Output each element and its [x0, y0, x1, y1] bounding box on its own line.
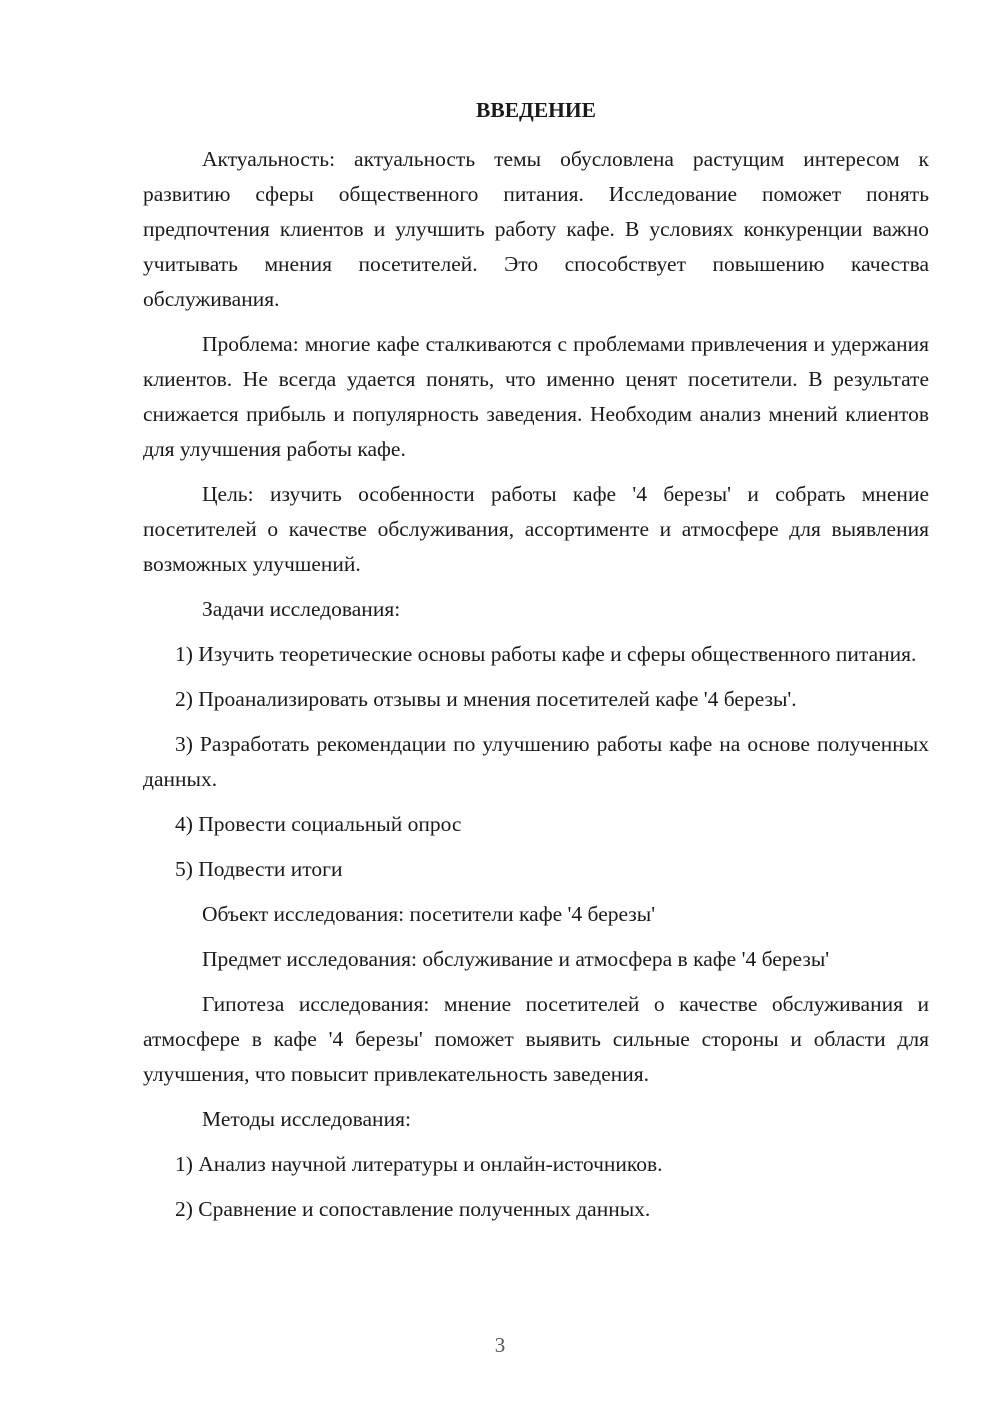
- section-title: ВВЕДЕНИЕ: [476, 98, 596, 122]
- task-item-4: 4) Провести социальный опрос: [175, 812, 462, 836]
- document-page: [143, 95, 929, 1237]
- method-item-1: 1) Анализ научной литературы и онлайн-источников.: [175, 1152, 663, 1176]
- hypothesis-paragraph: Гипотеза исследования: мнение посетителей о качестве обслуживания и атмосфере в кафе '4 березы' поможет выявить сильные стороны и области для улучшения, что повысит привлекательность заведения.: [143, 992, 929, 1086]
- tasks-heading: Задачи исследования:: [202, 597, 401, 621]
- research-subject: Предмет исследования: обслуживание и атмосфера в кафе '4 березы': [202, 947, 830, 971]
- goal-paragraph: Цель: изучить особенности работы кафе '4 березы' и собрать мнение посетителей о качестве обслуживания, ассортименте и атмосфере для выявления возможных улучшений.: [143, 482, 929, 576]
- methods-heading: Методы исследования:: [202, 1107, 411, 1131]
- task-item-2: 2) Проанализировать отзывы и мнения посетителей кафе '4 березы'.: [175, 687, 797, 711]
- method-item-2: 2) Сравнение и сопоставление полученных данных.: [175, 1197, 651, 1221]
- task-item-3: 3) Разработать рекомендации по улучшению работы кафе на основе полученных данных.: [143, 732, 929, 791]
- research-object: Объект исследования: посетители кафе '4 березы': [202, 902, 656, 926]
- task-item-5: 5) Подвести итоги: [175, 857, 343, 881]
- task-item-1: 1) Изучить теоретические основы работы кафе и сферы общественного питания.: [175, 642, 917, 666]
- page-number: 3: [494, 1333, 506, 1357]
- relevance-paragraph: Актуальность: актуальность темы обусловлена растущим интересом к развитию сферы общественного питания. Исследование поможет понять предпочтения клиентов и улучшить работу кафе. В условиях конкуренции важно учитывать мнения посетителей. Это способствует повышению качества обслуживания.: [143, 147, 929, 311]
- problem-paragraph: Проблема: многие кафе сталкиваются с проблемами привлечения и удержания клиентов. Не всегда удается понять, что именно ценят посетители. В результате снижается прибыль и популярность заведения. Необходим анализ мнений клиентов для улучшения работы кафе.: [143, 332, 929, 461]
